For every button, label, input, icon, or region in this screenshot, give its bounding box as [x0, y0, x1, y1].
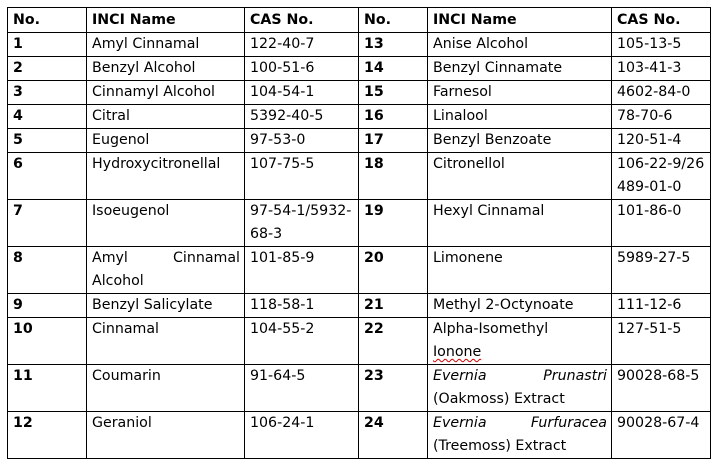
inci-name: Limonene [428, 247, 612, 294]
row-number: 17 [359, 129, 428, 153]
row-number: 23 [359, 365, 428, 412]
header-inci-name-left: INCI Name [87, 8, 245, 33]
cas-number: 90028-67-4 [612, 412, 711, 459]
cas-number: 105-13-5 [612, 33, 711, 57]
inci-name: Isoeugenol [87, 200, 245, 247]
table-row [8, 200, 711, 247]
cas-number: 127-51-5 [612, 318, 711, 365]
table-row [8, 33, 711, 57]
cas-number: 106-22-9/26489-01-0 [612, 153, 711, 200]
inci-name: Cinnamyl Alcohol [87, 81, 245, 105]
cas-number: 5392-40-5 [245, 105, 359, 129]
table-row [8, 412, 711, 459]
table-row [8, 153, 711, 200]
inci-name: Geraniol [87, 412, 245, 459]
table-row [8, 129, 711, 153]
inci-name [428, 365, 612, 412]
cas-number: 101-85-9 [245, 247, 359, 294]
header-cas-no-right: CAS No. [612, 8, 711, 33]
row-number: 21 [359, 294, 428, 318]
row-number: 14 [359, 57, 428, 81]
header-no-right: No. [359, 8, 428, 33]
row-number: 7 [8, 200, 87, 247]
cas-number: 90028-68-5 [612, 365, 711, 412]
cas-number: 118-58-1 [245, 294, 359, 318]
inci-name: Hydroxycitronellal [87, 153, 245, 200]
cas-number: 103-41-3 [612, 57, 711, 81]
cas-number: 104-55-2 [245, 318, 359, 365]
cas-number: 107-75-5 [245, 153, 359, 200]
table-row [8, 294, 711, 318]
row-number: 12 [8, 412, 87, 459]
row-number: 11 [8, 365, 87, 412]
inci-name: Methyl 2-Octynoate [428, 294, 612, 318]
cas-number: 122-40-7 [245, 33, 359, 57]
row-number: 9 [8, 294, 87, 318]
row-number: 5 [8, 129, 87, 153]
header-cas-no-left: CAS No. [245, 8, 359, 33]
inci-name-line: Alpha-Isomethyl [433, 321, 549, 337]
cas-number: 91-64-5 [245, 365, 359, 412]
inci-name: Benzyl Salicylate [87, 294, 245, 318]
inci-name: Farnesol [428, 81, 612, 105]
cas-number: 5989-27-5 [612, 247, 711, 294]
inci-name-rest: (Treemoss) Extract [433, 438, 567, 454]
row-number: 19 [359, 200, 428, 247]
row-number: 8 [8, 247, 87, 294]
row-number: 24 [359, 412, 428, 459]
inci-name: Amyl Cinnamal Alcohol [87, 247, 245, 294]
cas-number: 111-12-6 [612, 294, 711, 318]
inci-name: Cinnamal [87, 318, 245, 365]
table-row [8, 365, 711, 412]
inci-name: Eugenol [87, 129, 245, 153]
row-number: 16 [359, 105, 428, 129]
fragrance-allergen-table [7, 7, 711, 459]
table-header-row [8, 8, 711, 33]
row-number: 18 [359, 153, 428, 200]
cas-number: 106-24-1 [245, 412, 359, 459]
cas-number: 97-54-1/5932-68-3 [245, 200, 359, 247]
inci-name: Coumarin [87, 365, 245, 412]
cas-number: 97-53-0 [245, 129, 359, 153]
inci-name: Hexyl Cinnamal [428, 200, 612, 247]
table-row [8, 105, 711, 129]
table-row [8, 81, 711, 105]
inci-name: Benzyl Cinnamate [428, 57, 612, 81]
inci-name [428, 318, 612, 365]
inci-name: Citral [87, 105, 245, 129]
cas-number: 104-54-1 [245, 81, 359, 105]
inci-name-italic: Evernia Furfuracea [433, 415, 607, 431]
cas-number: 78-70-6 [612, 105, 711, 129]
row-number: 2 [8, 57, 87, 81]
table-row [8, 57, 711, 81]
cas-number: 120-51-4 [612, 129, 711, 153]
cas-number: 100-51-6 [245, 57, 359, 81]
row-number: 3 [8, 81, 87, 105]
table-row [8, 247, 711, 294]
row-number: 4 [8, 105, 87, 129]
inci-name: Benzyl Benzoate [428, 129, 612, 153]
inci-name-rest: (Oakmoss) Extract [433, 391, 565, 407]
row-number: 1 [8, 33, 87, 57]
row-number: 13 [359, 33, 428, 57]
inci-name-italic: Evernia Prunastri [433, 368, 607, 384]
inci-name: Benzyl Alcohol [87, 57, 245, 81]
inci-name: Linalool [428, 105, 612, 129]
fragrance-allergen-table-wrapper [7, 7, 711, 459]
table-row [8, 318, 711, 365]
row-number: 10 [8, 318, 87, 365]
header-no-left: No. [8, 8, 87, 33]
inci-name [428, 412, 612, 459]
inci-name: Anise Alcohol [428, 33, 612, 57]
inci-name: Citronellol [428, 153, 612, 200]
spellcheck-flagged-word: Ionone [433, 344, 482, 360]
row-number: 6 [8, 153, 87, 200]
cas-number: 4602-84-0 [612, 81, 711, 105]
row-number: 22 [359, 318, 428, 365]
row-number: 20 [359, 247, 428, 294]
inci-name: Amyl Cinnamal [87, 33, 245, 57]
header-inci-name-right: INCI Name [428, 8, 612, 33]
cas-number: 101-86-0 [612, 200, 711, 247]
row-number: 15 [359, 81, 428, 105]
